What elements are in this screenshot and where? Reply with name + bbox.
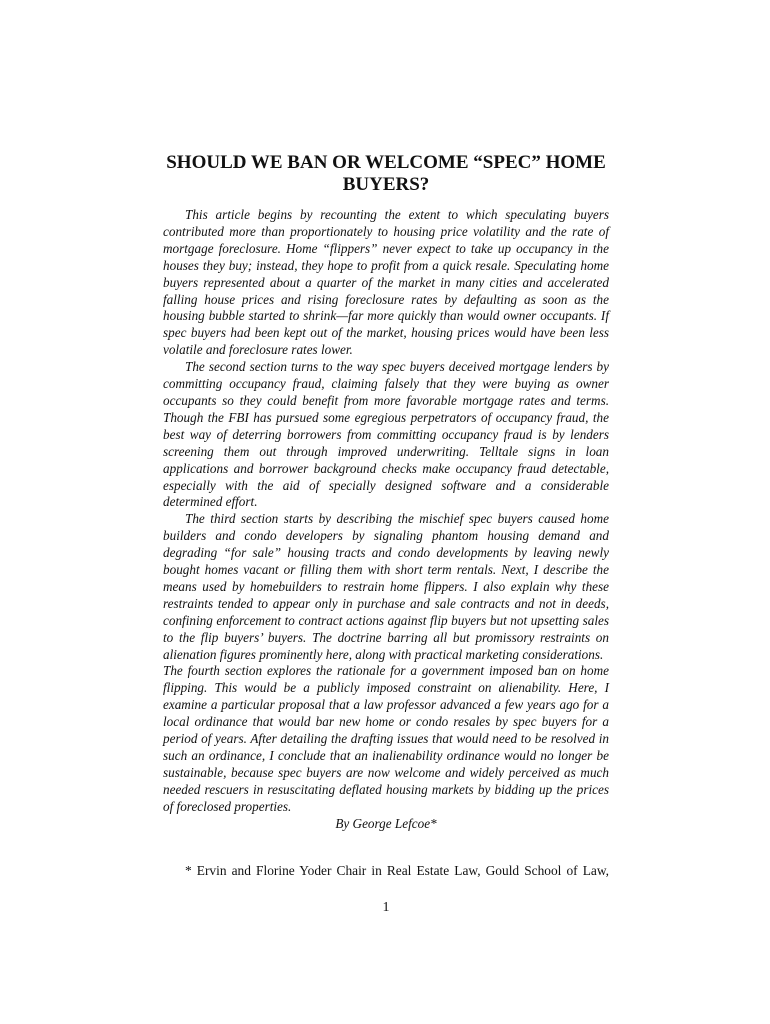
author-footnote: * Ervin and Florine Yoder Chair in Real Estate Law, Gould School of Law, bbox=[185, 863, 609, 878]
abstract-paragraph-1: This article begins by recounting the extent to which speculating buyers contributed more than proportionately to housing price volatility and the rate of mortgage foreclosure. Home “flippers” never expect to take up occupancy in the houses they buy; instead, they hope to profit from a quick resale. Speculating home buyers represented about a quarter of the market in many cities and accelerated falling house prices and rising foreclosure rates by defaulting as soon as the housing bubble started to shrink—far more quickly than would owner occupants. If spec buyers had been kept out of the market, housing prices would have been less volatile and foreclosure rates lower. bbox=[163, 207, 609, 358]
abstract-paragraph-2: The second section turns to the way spec buyers deceived mortgage lenders by committing occupancy fraud, claiming falsely that they were buying as owner occupants so they could benefit from more favorable mortgage rates and terms. Though the FBI has pursued some egregious perpetrators of occupancy fraud, the best way of deterring borrowers from committing occupancy fraud is by lenders screening them out through improved underwriting. Telltale signs in loan applications and borrower background checks make occupancy fraud detectable, especially with the aid of specially designed software and a considerable determined effort. bbox=[163, 359, 609, 510]
page-number: 1 bbox=[382, 900, 390, 915]
author-byline: By George Lefcoe* bbox=[335, 816, 437, 831]
abstract-paragraph-3: The third section starts by describing the mischief spec buyers caused home builders and condo developers by signaling phantom housing demand and degrading “for sale” housing tracts and condo developments by leaving newly bought homes vacant or filling them with short term rentals. Next, I describe the means used by homebuilders to restrain home flippers. I also explain why these restraints tended to appear only in purchase and sale contracts and not in deeds, confining enforcement to contract actions against flip buyers but not upsetting sales to the flip buyers’ buyers. The doctrine barring all but promissory restraints on alienation figures prominently here, along with practical marketing considerations. bbox=[163, 511, 609, 662]
abstract bbox=[163, 207, 609, 816]
article-title: SHOULD WE BAN OR WELCOME “SPEC” HOME BUYERS? bbox=[166, 152, 606, 195]
abstract-paragraph-4: The fourth section explores the rationale for a government imposed ban on home flipping. This would be a publicly imposed constraint on alienability. Here, I examine a particular proposal that a law professor advanced a few years ago for a local ordinance that would bar new home or condo resales by spec buyers for a period of years. After detailing the drafting issues that would need to be resolved in such an ordinance, I conclude that an inalienability ordinance would no longer be sustainable, because spec buyers are now welcome and widely perceived as much needed rescuers in resuscitating deflated housing markets by bidding up the prices of foreclosed properties. bbox=[163, 663, 609, 814]
